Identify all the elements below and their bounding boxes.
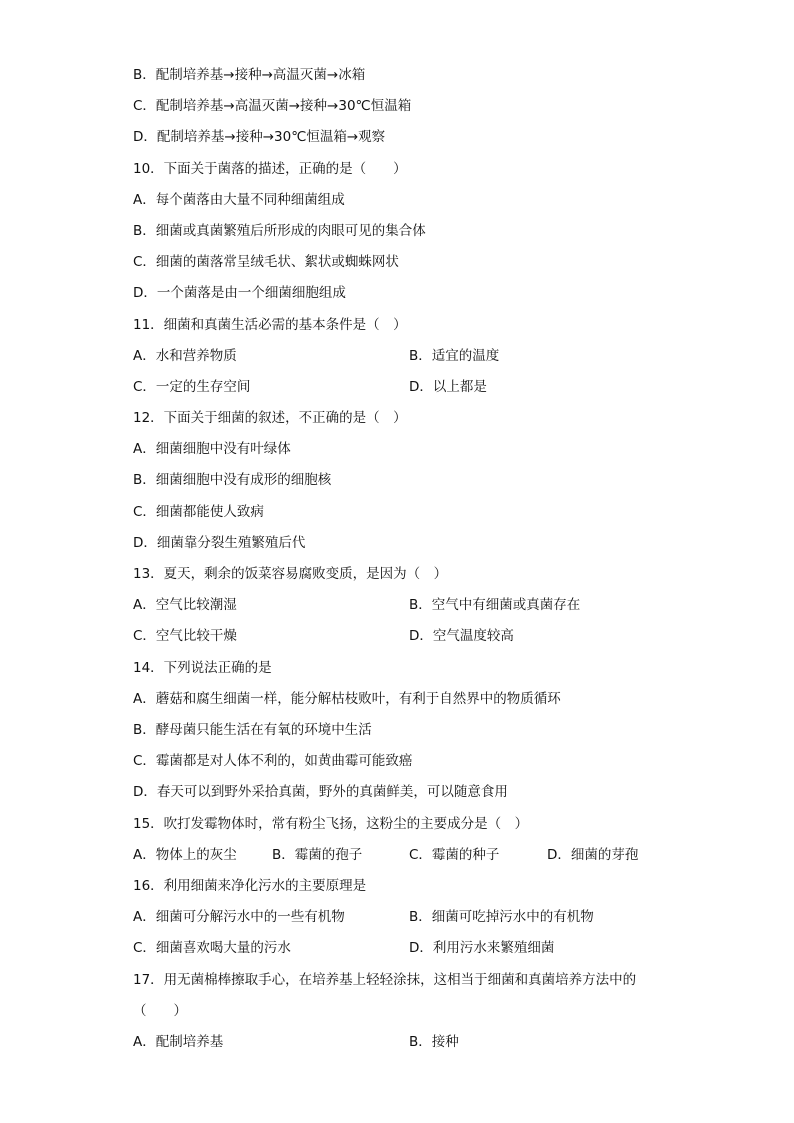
q11-option-a: A．水和营养物质 [133, 348, 237, 364]
q15-option-d: D．细菌的芽孢 [547, 847, 639, 863]
q15-option-b: B．霉菌的孢子 [272, 847, 363, 863]
q12-option-c: C．细菌都能使人致病 [133, 504, 264, 520]
q11-options-row-1 [133, 346, 693, 366]
q14-option-c: C．霉菌都是对人体不利的，如黄曲霉可能致癌 [133, 753, 413, 769]
q10-option-a: A．每个菌落由大量不同种细菌组成 [133, 192, 345, 208]
q16-option-d: D．利用污水来繁殖细菌 [409, 940, 555, 956]
q10-option-c: C．细菌的菌落常呈绒毛状、絮状或蜘蛛网状 [133, 254, 399, 270]
q11-options-row-2 [133, 377, 693, 397]
q12-option-d: D．细菌靠分裂生殖繁殖后代 [133, 535, 306, 551]
q15-option-a: A．物体上的灰尘 [133, 847, 237, 863]
q9-option-d: D．配制培养基→接种→30℃恒温箱→观察 [133, 129, 386, 145]
q17-stem-continued: （ ） [133, 1003, 187, 1019]
q9-option-b: B．配制培养基→接种→高温灭菌→冰箱 [133, 67, 366, 83]
q13-options-row-1 [133, 595, 693, 615]
q14-option-a: A．蘑菇和腐生细菌一样，能分解枯枝败叶，有利于自然界中的物质循环 [133, 691, 561, 707]
q17-options-row-1 [133, 1032, 693, 1052]
q12-option-b: B．细菌细胞中没有成形的细胞核 [133, 472, 332, 488]
q14-stem: 14．下列说法正确的是 [133, 660, 272, 676]
q11-option-b: B．适宜的温度 [409, 348, 500, 364]
q12-stem: 12．下面关于细菌的叙述，不正确的是（ ） [133, 410, 407, 426]
q9-option-c: C．配制培养基→高温灭菌→接种→30℃恒温箱 [133, 98, 412, 114]
q13-option-d: D．空气温度较高 [409, 628, 514, 644]
q15-stem: 15．吹打发霉物体时，常有粉尘飞扬，这粉尘的主要成分是（ ） [133, 816, 529, 832]
q11-option-d: D．以上都是 [409, 379, 487, 395]
q16-options-row-2 [133, 938, 693, 958]
q13-stem: 13．夏天，剩余的饭菜容易腐败变质，是因为（ ） [133, 566, 448, 582]
q17-stem: 17．用无菌棉棒擦取手心，在培养基上轻轻涂抹，这相当于细菌和真菌培养方法中的 [133, 972, 637, 988]
q16-option-c: C．细菌喜欢喝大量的污水 [133, 940, 291, 956]
q16-stem: 16．利用细菌来净化污水的主要原理是 [133, 878, 367, 894]
q16-option-a: A．细菌可分解污水中的一些有机物 [133, 909, 345, 925]
q15-option-c: C．霉菌的种子 [409, 847, 500, 863]
q14-option-b: B．酵母菌只能生活在有氧的环境中生活 [133, 722, 372, 738]
q11-option-c: C．一定的生存空间 [133, 379, 251, 395]
q14-option-d: D．春天可以到野外采拾真菌，野外的真菌鲜美，可以随意食用 [133, 784, 508, 800]
q16-options-row-1 [133, 907, 693, 927]
q10-stem: 10．下面关于菌落的描述，正确的是（ ） [133, 161, 407, 177]
q12-option-a: A．细菌细胞中没有叶绿体 [133, 441, 291, 457]
q17-option-b: B．接种 [409, 1034, 459, 1050]
q10-option-b: B．细菌或真菌繁殖后所形成的肉眼可见的集合体 [133, 223, 426, 239]
q13-options-row-2 [133, 626, 693, 646]
q11-stem: 11．细菌和真菌生活必需的基本条件是（ ） [133, 317, 407, 333]
q13-option-a: A．空气比较潮湿 [133, 597, 237, 613]
q10-option-d: D．一个菌落是由一个细菌细胞组成 [133, 285, 346, 301]
q13-option-c: C．空气比较干燥 [133, 628, 237, 644]
q16-option-b: B．细菌可吃掉污水中的有机物 [409, 909, 594, 925]
q13-option-b: B．空气中有细菌或真菌存在 [409, 597, 581, 613]
q15-options-row [133, 845, 693, 865]
q17-option-a: A．配制培养基 [133, 1034, 224, 1050]
